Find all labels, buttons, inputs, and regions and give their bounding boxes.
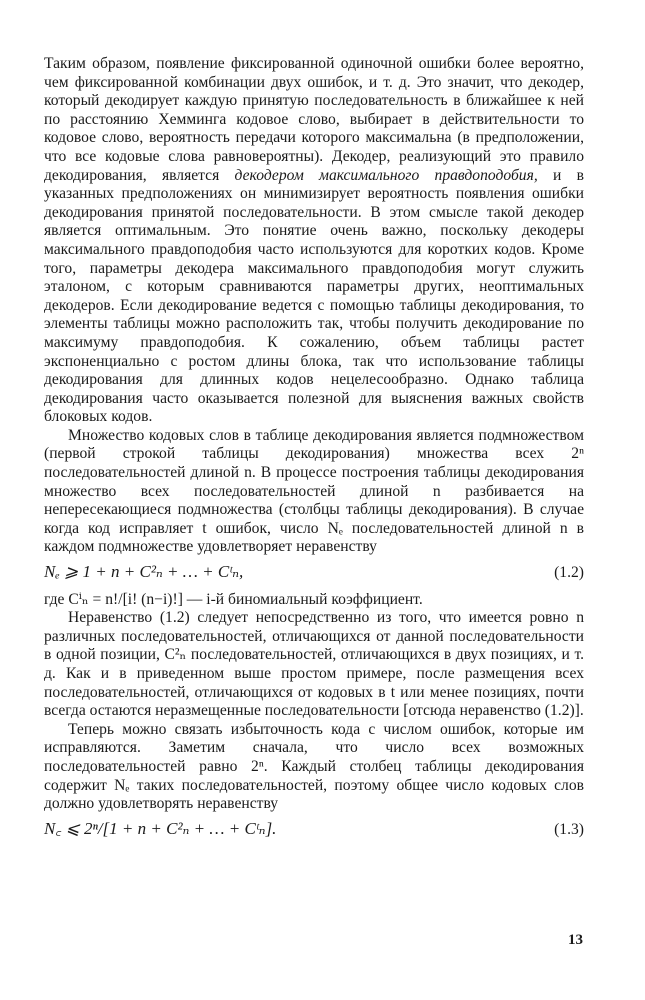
equation-1-2	[44, 563, 584, 583]
paragraph-codeword-set: Множество кодовых слов в таблице декодирования является подмножеством (первой строкой таблицы декодирования) множества всех 2ⁿ последовательностей длиной n. В процессе построения таблицы декодирования множество всех последовательностей длиной n разбивается на непересекающиеся подмножества (столбцы таблицы декодирования). В случае когда код исправляет t ошибок, число Nₑ последовательностей длиной n в каждом подмножестве удовлетворяет неравенству	[44, 426, 584, 556]
paragraph-inequality-proof: Неравенство (1.2) следует непосредственно из того, что имеется ровно n различных последовательностей, отличающихся от данной последовательности в одной позиции, C²ₙ последовательностей, отличающихся в двух позициях, и т. д. Как и в приведенном выше простом примере, после размещения всех последовательностей, отличающихся от кодовых в t или менее позициях, почти всегда остаются неразмещенные последовательности [отсюда неравенство (1.2)].	[44, 609, 584, 720]
equation-number: (1.3)	[554, 820, 584, 838]
body-text	[44, 55, 584, 839]
paragraph-max-likelihood	[44, 55, 584, 427]
paragraph-text: Таким образом, появление фиксированной одиночной ошибки более вероятно, чем фиксированной комбинации двух ошибок, и т. д. Это значит, что декодер, который декодирует каждую принятую последовательность в ближайшее к ней по расстоянию Хемминга кодовое слово, выбирает в действительности то кодовое слово, вероятность передачи которого максимальна (в предположении, что все кодовые слова равновероятны). Декодер, реализующий это правило декодирования, является	[44, 55, 584, 184]
italic-term: декодером максимального правдоподобия,	[234, 166, 538, 184]
equation-1-3	[44, 820, 584, 840]
equation-formula: N꜀ ⩽ 2ⁿ/[1 + n + C²ₙ + … + Cᵗₙ].	[44, 818, 277, 838]
equation-number: (1.2)	[554, 564, 584, 582]
page-number: 13	[568, 932, 583, 948]
paragraph-binomial-definition: где Cⁱₙ = n!/[i! (n−i)!] — i-й биномиальный коэффициент.	[44, 590, 423, 608]
equation-formula: Nₑ ⩾ 1 + n + C²ₙ + … + Cᵗₙ,	[44, 562, 244, 582]
paragraph-text: и в указанных предположениях он минимизирует вероятность появления ошибки декодирования принятой последовательности. В этом смысле такой декодер является оптимальным. Это понятие очень важно, поскольку декодеры максимального правдоподобия часто используются для коротких кодов. Кроме того, параметры декодера максимального правдоподобия могут служить эталоном, с которым сравниваются параметры других, неоптимальных декодеров. Если декодирование ведется с помощью таблицы декодирования, то элементы таблицы можно расположить так, чтобы получить декодирование по максимуму правдоподобия. К сожалению, объем таблицы растет экспоненциально с ростом длины блока, так что использование таблицы декодирования для длинных кодов нецелесообразно. Однако таблица декодирования часто оказывается полезной для выяснения важных свойств блоковых кодов.	[44, 166, 584, 426]
paragraph-redundancy: Теперь можно связать избыточность кода с числом ошибок, которые им исправляются. Заметим сначала, что число всех возможных последовательностей равно 2ⁿ. Каждый столбец таблицы декодирования содержит Nₑ таких последовательностей, поэтому общее число кодовых слов должно удовлетворять неравенству	[44, 720, 584, 813]
